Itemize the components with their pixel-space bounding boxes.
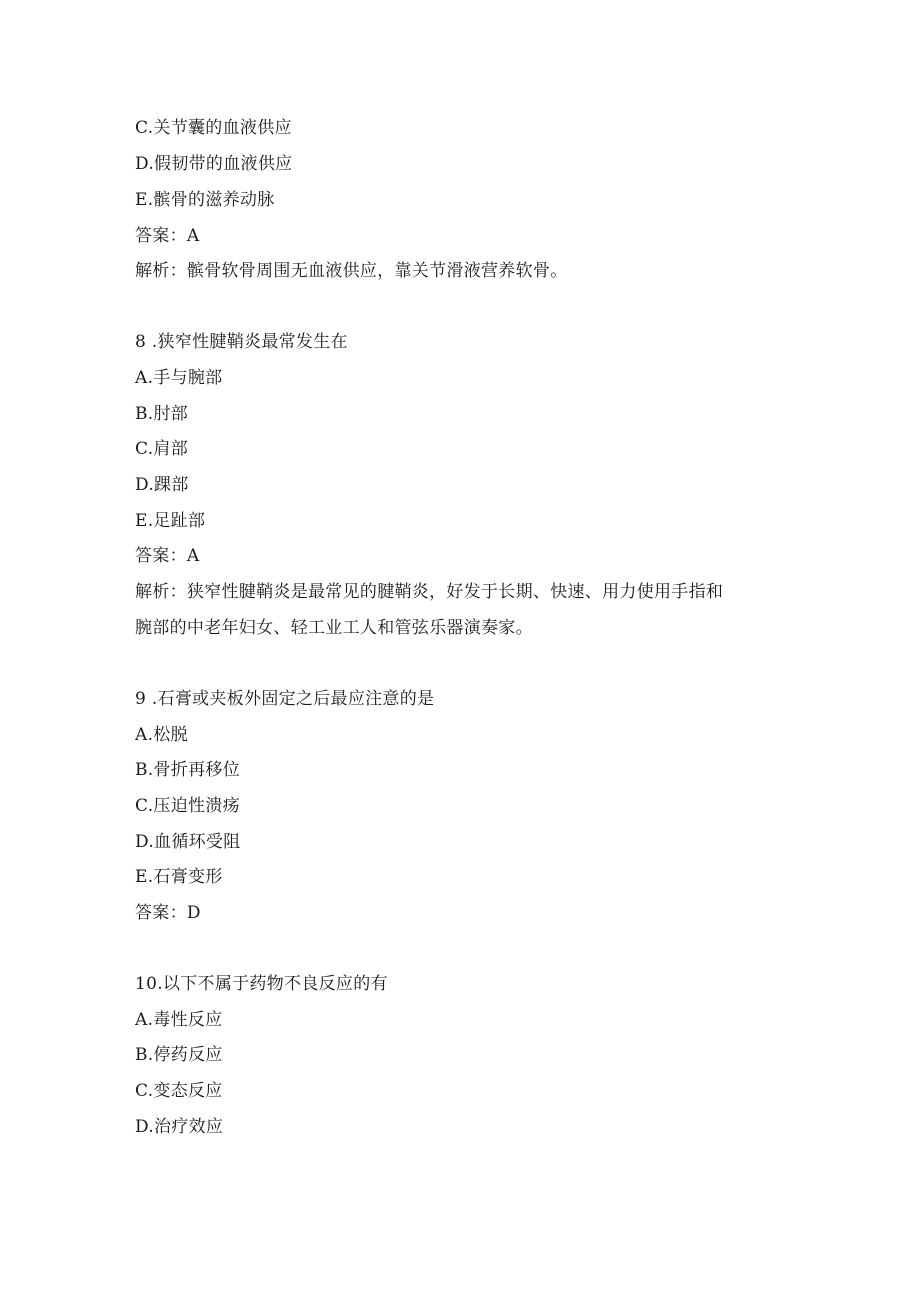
q8-answer: 答案：A bbox=[135, 546, 200, 566]
q10-option-b: B.停药反应 bbox=[135, 1045, 223, 1065]
q8-option-a: A.手与腕部 bbox=[135, 368, 223, 388]
q8-explanation-line-1: 解析：狭窄性腱鞘炎是最常见的腱鞘炎，好发于长期、快速、用力使用手指和 bbox=[135, 582, 724, 602]
q10-option-a: A.毒性反应 bbox=[135, 1010, 223, 1030]
q9-answer: 答案：D bbox=[135, 903, 201, 923]
q9-option-c: C.压迫性溃疡 bbox=[135, 796, 240, 816]
question-9: 9 .石膏或夹板外固定之后最应注意的是 bbox=[135, 689, 435, 709]
q10-option-d: D.治疗效应 bbox=[135, 1117, 224, 1137]
option-e: E.髌骨的滋养动脉 bbox=[135, 190, 275, 210]
option-d: D.假韧带的血液供应 bbox=[135, 154, 293, 174]
q8-option-e: E.足趾部 bbox=[135, 511, 206, 531]
q10-option-c: C.变态反应 bbox=[135, 1081, 223, 1101]
answer-line: 答案：A bbox=[135, 226, 200, 246]
q8-option-b: B.肘部 bbox=[135, 404, 189, 424]
q9-option-b: B.骨折再移位 bbox=[135, 760, 240, 780]
question-10: 10.以下不属于药物不良反应的有 bbox=[135, 974, 388, 994]
q9-option-a: A.松脱 bbox=[135, 725, 188, 745]
explanation-line: 解析：髌骨软骨周围无血液供应，靠关节滑液营养软骨。 bbox=[135, 261, 568, 281]
option-c: C.关节囊的血液供应 bbox=[135, 118, 292, 138]
q8-explanation-line-2: 腕部的中老年妇女、轻工业工人和管弦乐器演奏家。 bbox=[135, 618, 533, 638]
q9-option-d: D.血循环受阻 bbox=[135, 832, 241, 852]
q9-option-e: E.石膏变形 bbox=[135, 867, 223, 887]
q8-option-c: C.肩部 bbox=[135, 439, 189, 459]
q8-option-d: D.踝部 bbox=[135, 475, 189, 495]
question-8: 8 .狭窄性腱鞘炎最常发生在 bbox=[135, 332, 348, 352]
